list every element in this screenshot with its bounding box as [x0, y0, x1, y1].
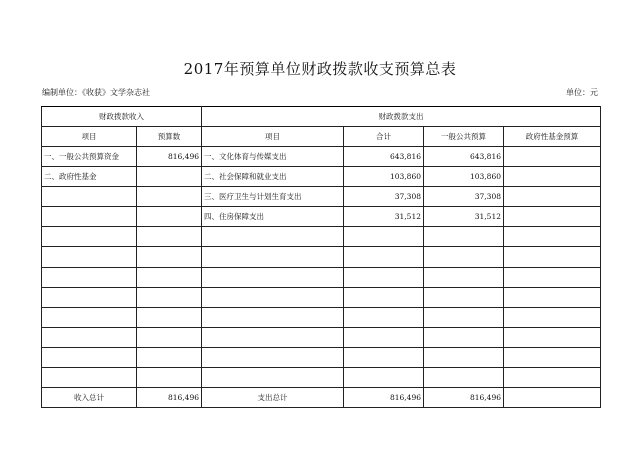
cell-income-amount — [137, 267, 202, 287]
cell-general-budget — [424, 267, 504, 287]
cell-income-amount — [137, 367, 202, 387]
cell-fund-budget — [504, 347, 601, 367]
col-header-expense-item: 项目 — [202, 127, 344, 147]
table-row — [42, 167, 601, 187]
cell-income-amount — [137, 287, 202, 307]
cell-fund-budget — [504, 187, 601, 207]
cell-general-budget — [424, 347, 504, 367]
cell-income-item — [42, 267, 137, 287]
cell-expense-item — [202, 227, 344, 247]
cell-fund-budget — [504, 147, 601, 167]
total-cell-income-amount: 816,496 — [137, 387, 202, 407]
cell-expense-item — [202, 247, 344, 267]
cell-expense-total: 103,860 — [344, 167, 424, 187]
table-row — [42, 307, 601, 327]
cell-general-budget: 31,512 — [424, 207, 504, 227]
cell-general-budget — [424, 247, 504, 267]
cell-income-amount — [137, 247, 202, 267]
unit-label: 单位：元 — [566, 88, 598, 97]
cell-income-item — [42, 307, 137, 327]
cell-expense-item: 一、文化体育与传媒支出 — [202, 147, 344, 167]
cell-income-amount — [137, 187, 202, 207]
cell-income-amount — [137, 327, 202, 347]
cell-expense-item — [202, 267, 344, 287]
cell-expense-item: 四、住房保障支出 — [202, 207, 344, 227]
cell-expense-total: 37,308 — [344, 187, 424, 207]
cell-income-item — [42, 367, 137, 387]
cell-general-budget — [424, 287, 504, 307]
cell-income-item: 二、政府性基金 — [42, 167, 137, 187]
cell-expense-item — [202, 307, 344, 327]
total-cell-income-item: 收入总计 — [42, 387, 137, 407]
cell-income-item — [42, 247, 137, 267]
cell-expense-item — [202, 327, 344, 347]
cell-fund-budget — [504, 307, 601, 327]
cell-expense-total — [344, 267, 424, 287]
expense-group-header: 财政拨款支出 — [202, 107, 601, 127]
cell-expense-total — [344, 287, 424, 307]
cell-fund-budget — [504, 287, 601, 307]
col-header-income-item: 项目 — [42, 127, 137, 147]
cell-general-budget — [424, 307, 504, 327]
table-row — [42, 187, 601, 207]
cell-general-budget: 103,860 — [424, 167, 504, 187]
cell-income-item — [42, 207, 137, 227]
cell-income-item — [42, 347, 137, 367]
table-row — [42, 207, 601, 227]
cell-expense-item: 二、社会保障和就业支出 — [202, 167, 344, 187]
table-body — [42, 107, 601, 408]
table-row — [42, 367, 601, 387]
org-label: 编制单位：《收获》文学杂志社 — [42, 88, 150, 97]
cell-expense-total — [344, 227, 424, 247]
col-header-general-budget: 一般公共预算 — [424, 127, 504, 147]
cell-expense-total — [344, 327, 424, 347]
column-header-row — [42, 127, 601, 147]
cell-expense-total — [344, 307, 424, 327]
cell-income-amount — [137, 307, 202, 327]
table-row — [42, 247, 601, 267]
cell-income-item: 一、一般公共预算资金 — [42, 147, 137, 167]
cell-fund-budget — [504, 267, 601, 287]
cell-fund-budget — [504, 327, 601, 347]
cell-general-budget — [424, 327, 504, 347]
cell-income-amount — [137, 227, 202, 247]
cell-income-item — [42, 287, 137, 307]
total-cell-fund-budget — [504, 387, 601, 407]
cell-expense-item — [202, 287, 344, 307]
cell-general-budget — [424, 367, 504, 387]
cell-income-amount — [137, 207, 202, 227]
col-header-fund-budget: 政府性基金预算 — [504, 127, 601, 147]
table-row — [42, 227, 601, 247]
table-row — [42, 327, 601, 347]
cell-fund-budget — [504, 207, 601, 227]
total-cell-expense-item: 支出总计 — [202, 387, 344, 407]
cell-fund-budget — [504, 167, 601, 187]
cell-income-item — [42, 187, 137, 207]
cell-expense-total — [344, 347, 424, 367]
cell-expense-total: 31,512 — [344, 207, 424, 227]
group-header-row — [42, 107, 601, 127]
income-group-header: 财政拨款收入 — [42, 107, 202, 127]
table-row — [42, 267, 601, 287]
table-row — [42, 347, 601, 367]
total-cell-general-budget: 816,496 — [424, 387, 504, 407]
col-header-income-amount: 预算数 — [137, 127, 202, 147]
table-row — [42, 287, 601, 307]
cell-expense-item: 三、医疗卫生与计划生育支出 — [202, 187, 344, 207]
cell-expense-total — [344, 247, 424, 267]
table-row — [42, 147, 601, 167]
cell-fund-budget — [504, 367, 601, 387]
page-title: 2017年预算单位财政拨款收支预算总表 — [183, 60, 457, 78]
cell-income-amount — [137, 347, 202, 367]
cell-general-budget: 643,816 — [424, 147, 504, 167]
budget-table — [41, 106, 601, 408]
cell-general-budget: 37,308 — [424, 187, 504, 207]
cell-expense-item — [202, 367, 344, 387]
cell-expense-item — [202, 347, 344, 367]
cell-income-item — [42, 327, 137, 347]
cell-expense-total — [344, 367, 424, 387]
col-header-total: 合计 — [344, 127, 424, 147]
cell-fund-budget — [504, 247, 601, 267]
cell-expense-total: 643,816 — [344, 147, 424, 167]
cell-income-amount: 816,496 — [137, 147, 202, 167]
cell-income-item — [42, 227, 137, 247]
cell-general-budget — [424, 227, 504, 247]
cell-income-amount — [137, 167, 202, 187]
cell-fund-budget — [504, 227, 601, 247]
total-row — [42, 387, 601, 407]
total-cell-expense-total: 816,496 — [344, 387, 424, 407]
